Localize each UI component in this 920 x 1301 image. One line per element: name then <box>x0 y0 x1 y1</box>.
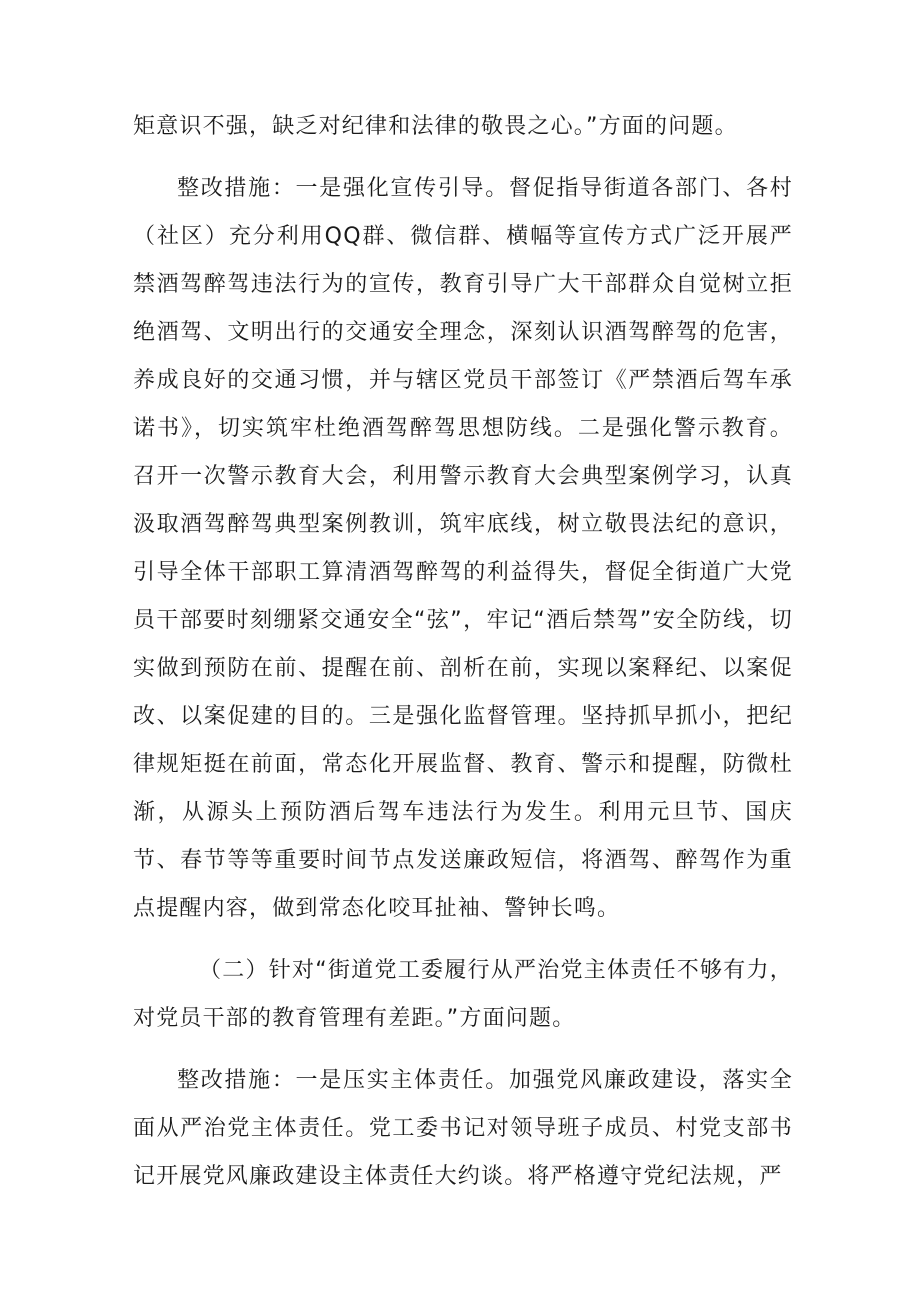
paragraph-issue-heading-2: （二）针对“街道党工委履行从严治党主体责任不够有力，对党员干部的教育管理有差距。”方面问题。 <box>133 958 793 1031</box>
paragraph-rectification-measures-1: 整改措施：一是强化宣传引导。督促指导街道各部门、各村（社区）充分利用QQ群、微信群、横幅等宣传方式广泛开展严禁酒驾醉驾违法行为的宣传，教育引导广大干部群众自觉树立拒绝酒驾、文明出行的交通安全理念，深刻认识酒驾醉驾的危害，养成良好的交通习惯，并与辖区党员干部签订《严禁酒后驾车承诺书》，切实筑牢杜绝酒驾醉驾思想防线。二是强化警示教育。召开一次警示教育大会，利用警示教育大会典型案例学习，认真汲取酒驾醉驾典型案例教训，筑牢底线，树立敬畏法纪的意识，引导全体干部职工算清酒驾醉驾的利益得失，督促全街道广大党员干部要时刻绷紧交通安全“弦”，牢记“酒后禁驾”安全防线，切实做到预防在前、提醒在前、剖析在前，实现以案释纪、以案促改、以案促建的目的。三是强化监督管理。坚持抓早抓小，把纪律规矩挺在前面，常态化开展监督、教育、警示和提醒，防微杜渐，从源头上预防酒后驾车违法行为发生。利用元旦节、国庆节、春节等等重要时间节点发送廉政短信，将酒驾、醉驾作为重点提醒内容，做到常态化咬耳扯袖、警钟长鸣。 <box>133 176 793 921</box>
paragraph-rectification-measures-2: 整改措施：一是压实主体责任。加强党风廉政建设，落实全面从严治党主体责任。党工委书记对领导班子成员、村党支部书记开展党风廉政建设主体责任大约谈。将严格遵守党纪法规，严 <box>133 1068 793 1189</box>
paragraph-gap <box>133 151 793 165</box>
document-body <box>133 103 793 1201</box>
paragraph-continued-issue: 矩意识不强，缺乏对纪律和法律的敬畏之心。”方面的问题。 <box>133 114 738 139</box>
paragraph-gap <box>133 933 793 947</box>
paragraph-gap <box>133 1043 793 1057</box>
